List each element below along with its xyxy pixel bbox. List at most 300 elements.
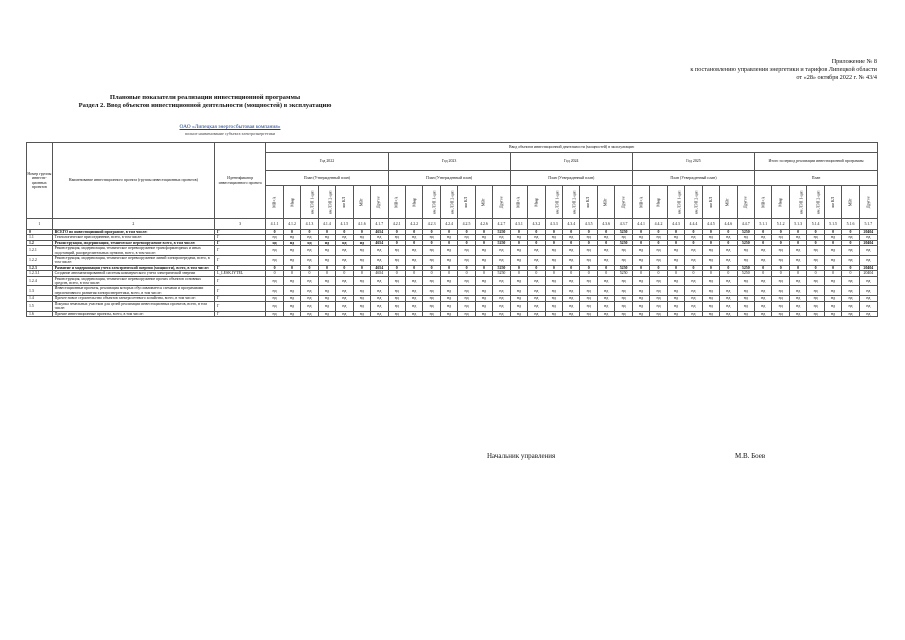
header-subcolumn-label: км ЛЭП 1-цеп — [799, 190, 804, 214]
column-number: 4.2.3 — [423, 219, 440, 230]
row-value: 5250 — [737, 265, 754, 270]
header-plan: План (Утвержденный план) — [632, 171, 754, 186]
row-value: нд — [563, 296, 580, 301]
organization-name: ОАО «Липецкая энергосбытовая компания» — [179, 124, 281, 130]
row-value: 5250 — [615, 240, 632, 245]
row-id: Г — [214, 240, 265, 245]
row-value: нд — [702, 301, 719, 311]
row-value: нд — [772, 286, 789, 296]
header-subcolumn — [632, 186, 649, 219]
header-subcolumn — [440, 186, 457, 219]
row-value: 0 — [720, 230, 737, 235]
column-number: 4.3.5 — [580, 219, 597, 230]
row-value: нд — [405, 235, 422, 240]
row-value: 0 — [283, 265, 300, 270]
row-value: нд — [283, 296, 300, 301]
row-value: нд — [667, 311, 684, 316]
row-value: нд — [702, 296, 719, 301]
row-value: нд — [510, 235, 527, 240]
row-value: нд — [440, 301, 457, 311]
header-subcolumn — [266, 186, 283, 219]
row-value: нд — [336, 311, 353, 316]
row-value: нд — [807, 286, 824, 296]
header-subcolumn — [667, 186, 684, 219]
header-subcolumn-label: км ЛЭП 1-цеп — [555, 190, 560, 214]
row-value: 0 — [458, 271, 475, 276]
row-value: нд — [371, 296, 388, 301]
row-value: 0 — [545, 230, 562, 235]
row-value: нд — [632, 246, 649, 256]
row-value: нд — [859, 301, 877, 311]
row-value: 0 — [824, 271, 841, 276]
header-subcolumn — [650, 186, 667, 219]
row-value: нд — [615, 256, 632, 266]
row-number: 1.6 — [27, 311, 53, 316]
row-value: нд — [859, 235, 877, 240]
header-subcolumn-label: МВ×А — [516, 196, 521, 208]
row-value: 5250 — [493, 271, 510, 276]
row-value: нд — [859, 246, 877, 256]
row-value: нд — [371, 246, 388, 256]
header-subcolumn — [772, 186, 789, 219]
row-value: нд — [336, 240, 353, 245]
row-value: 5250 — [493, 240, 510, 245]
row-value: нд — [807, 246, 824, 256]
row-value: нд — [336, 296, 353, 301]
row-value: нд — [405, 286, 422, 296]
header-subcolumn — [755, 186, 772, 219]
row-value: нд — [423, 296, 440, 301]
row-value: нд — [650, 286, 667, 296]
row-value: нд — [615, 235, 632, 240]
row-value: нд — [755, 286, 772, 296]
header-subcolumn-label: МВ×А — [272, 196, 277, 208]
row-value: нд — [371, 235, 388, 240]
header-subcolumn — [824, 186, 841, 219]
row-value: 0 — [755, 271, 772, 276]
row-value: 4654 — [371, 230, 388, 235]
column-number: 4.2.1 — [388, 219, 405, 230]
row-value: нд — [266, 311, 283, 316]
row-value: нд — [632, 286, 649, 296]
row-name: Технологическое присоединение, всего, в том числе: — [52, 235, 214, 240]
row-value: нд — [266, 240, 283, 245]
row-value: 0 — [405, 230, 422, 235]
row-value: 0 — [510, 265, 527, 270]
row-value: нд — [789, 301, 806, 311]
row-value: 0 — [510, 240, 527, 245]
header-subcolumn-label: Мвар — [778, 197, 783, 207]
header-subcolumn-label: Другое — [743, 196, 748, 208]
row-value: нд — [702, 235, 719, 240]
header-year: Год 2024 — [510, 153, 632, 171]
row-value: 0 — [842, 240, 859, 245]
row-value: 0 — [423, 271, 440, 276]
row-value: нд — [755, 301, 772, 311]
header-subcolumn — [615, 186, 632, 219]
row-value: нд — [388, 256, 405, 266]
table-row — [27, 246, 878, 256]
row-value: нд — [737, 311, 754, 316]
row-value: нд — [528, 296, 545, 301]
header-subcolumn — [510, 186, 527, 219]
row-value: нд — [807, 311, 824, 316]
row-value: нд — [685, 286, 702, 296]
row-value: 0 — [388, 240, 405, 245]
appendix-line-3: от «28» октября 2022 г. № 43/4 — [796, 74, 877, 81]
signature-position: Начальник управления — [487, 452, 556, 460]
column-number: 4.4.2 — [650, 219, 667, 230]
row-value: нд — [318, 286, 335, 296]
row-value: нд — [510, 246, 527, 256]
row-value: 0 — [440, 240, 457, 245]
row-value: нд — [580, 235, 597, 240]
row-value: 0 — [405, 271, 422, 276]
column-number: 4.1.6 — [353, 219, 370, 230]
row-value: нд — [283, 240, 300, 245]
header-subcolumn-label: км КЛ — [708, 196, 713, 208]
row-value: 4654 — [371, 265, 388, 270]
header-subcolumn — [702, 186, 719, 219]
row-value: нд — [667, 235, 684, 240]
row-value: нд — [685, 276, 702, 286]
row-value: нд — [283, 256, 300, 266]
appendix-line-1: Приложение № 8 — [831, 58, 877, 65]
row-value: 0 — [824, 265, 841, 270]
row-value: нд — [842, 301, 859, 311]
row-value: 0 — [772, 271, 789, 276]
row-value: нд — [597, 311, 614, 316]
row-value: 0 — [650, 240, 667, 245]
row-value: 0 — [720, 271, 737, 276]
row-value: 0 — [632, 271, 649, 276]
row-value: нд — [440, 235, 457, 240]
row-id: Г — [214, 276, 265, 286]
row-value: нд — [336, 256, 353, 266]
row-value: нд — [266, 235, 283, 240]
row-value: нд — [475, 276, 492, 286]
row-value: нд — [423, 311, 440, 316]
row-value: нд — [388, 296, 405, 301]
row-value: нд — [301, 235, 318, 240]
row-value: 0 — [423, 240, 440, 245]
row-value: нд — [597, 286, 614, 296]
row-value: нд — [755, 296, 772, 301]
row-value: нд — [388, 235, 405, 240]
row-value: нд — [510, 301, 527, 311]
column-number: 4.1.2 — [283, 219, 300, 230]
row-value: нд — [650, 276, 667, 286]
row-value: нд — [371, 256, 388, 266]
row-value: нд — [720, 256, 737, 266]
header-subcolumn — [301, 186, 318, 219]
row-value: нд — [283, 311, 300, 316]
row-value: нд — [283, 276, 300, 286]
row-value: нд — [405, 276, 422, 286]
row-value: нд — [667, 256, 684, 266]
row-value: 0 — [475, 240, 492, 245]
row-number: 1.2.4 — [27, 276, 53, 286]
row-name: Развитие и модернизация учета электрической энергии (мощности), всего, в том числе: — [52, 265, 214, 270]
row-id: Г — [214, 256, 265, 266]
row-value: 5250 — [615, 271, 632, 276]
row-value: 0 — [266, 265, 283, 270]
row-value: 0 — [685, 271, 702, 276]
column-number: 4.2.4 — [440, 219, 457, 230]
row-value: 20404 — [859, 265, 877, 270]
appendix-line-2: к постановлению управления энергетики и тарифов Липецкой области — [690, 66, 877, 73]
row-value: нд — [772, 246, 789, 256]
row-value: нд — [493, 246, 510, 256]
column-number: 4.3.2 — [528, 219, 545, 230]
row-value: 0 — [597, 271, 614, 276]
header-subcolumn — [353, 186, 370, 219]
row-value: нд — [318, 311, 335, 316]
header-year: Год 2023 — [388, 153, 510, 171]
row-value: нд — [353, 286, 370, 296]
row-value: нд — [353, 246, 370, 256]
row-value: нд — [563, 235, 580, 240]
row-value: нд — [685, 296, 702, 301]
row-value: нд — [842, 256, 859, 266]
row-value: 0 — [789, 240, 806, 245]
table-row — [27, 301, 878, 311]
row-value: нд — [772, 311, 789, 316]
row-number: 1.2.1 — [27, 246, 53, 256]
header-subcolumn — [545, 186, 562, 219]
row-value: 0 — [353, 265, 370, 270]
row-value: нд — [510, 276, 527, 286]
row-value: нд — [824, 301, 841, 311]
row-value: нд — [824, 311, 841, 316]
row-value: нд — [388, 301, 405, 311]
column-number: 4.2.7 — [493, 219, 510, 230]
table-row — [27, 311, 878, 316]
row-value: нд — [842, 276, 859, 286]
row-value: 5250 — [493, 230, 510, 235]
row-value: нд — [510, 286, 527, 296]
row-value: нд — [737, 276, 754, 286]
row-value: нд — [842, 311, 859, 316]
header-subcolumn — [842, 186, 859, 219]
row-value: нд — [301, 256, 318, 266]
row-value: 0 — [475, 230, 492, 235]
column-number: 4.3.4 — [563, 219, 580, 230]
row-name: Реконструкция, модернизация, техническое перевооружение прочих объектов основных средств, всего, в том числе: — [52, 276, 214, 286]
column-number: 4.2.5 — [458, 219, 475, 230]
row-value: нд — [353, 235, 370, 240]
row-value: нд — [475, 301, 492, 311]
row-value: нд — [388, 276, 405, 286]
row-value: нд — [301, 296, 318, 301]
row-value: нд — [720, 296, 737, 301]
header-subcolumn — [475, 186, 492, 219]
header-subcolumn-label: Другое — [621, 196, 626, 208]
row-value: 0 — [388, 230, 405, 235]
column-number: 5.1.1 — [755, 219, 772, 230]
row-value: нд — [597, 235, 614, 240]
row-value: нд — [545, 235, 562, 240]
row-value: нд — [824, 235, 841, 240]
row-value: нд — [388, 246, 405, 256]
row-value: 0 — [336, 271, 353, 276]
row-value: нд — [475, 256, 492, 266]
row-value: нд — [283, 301, 300, 311]
row-value: нд — [336, 246, 353, 256]
row-value: 0 — [336, 265, 353, 270]
row-value: 0 — [807, 265, 824, 270]
row-value: нд — [336, 276, 353, 286]
header-subcolumn — [336, 186, 353, 219]
row-value: 0 — [528, 240, 545, 245]
row-name: Реконструкция, модернизация, техническое перевооружение всего, в том числе: — [52, 240, 214, 245]
row-value: нд — [283, 286, 300, 296]
row-name: Покупка земельных участков для целей реализации инвестиционных проектов, всего, в том числе: — [52, 301, 214, 311]
column-number: 5.1.5 — [824, 219, 841, 230]
header-subcolumn-label: км КЛ — [830, 196, 835, 208]
row-value: нд — [563, 311, 580, 316]
investment-table — [26, 142, 878, 317]
row-value: нд — [475, 235, 492, 240]
row-value: 0 — [597, 265, 614, 270]
row-value: нд — [807, 276, 824, 286]
row-value: нд — [824, 296, 841, 301]
column-number: 5.1.3 — [789, 219, 806, 230]
row-value: 0 — [545, 271, 562, 276]
row-value: нд — [493, 296, 510, 301]
row-value: нд — [580, 296, 597, 301]
row-value: нд — [353, 240, 370, 245]
row-value: нд — [318, 276, 335, 286]
header-subcolumn-label: Мвар — [411, 197, 416, 207]
header-plan: План — [755, 171, 878, 186]
row-value: 0 — [301, 265, 318, 270]
row-value: нд — [737, 256, 754, 266]
header-subcolumn-label: Другое — [499, 196, 504, 208]
row-value: нд — [650, 256, 667, 266]
header-subcolumn-label: МВт — [848, 198, 853, 206]
row-value: 0 — [353, 230, 370, 235]
row-value: нд — [650, 301, 667, 311]
row-value: нд — [755, 246, 772, 256]
column-number: 4.1.5 — [336, 219, 353, 230]
header-subcolumn-label: км ЛЭП 2-цеп — [572, 190, 577, 214]
row-value: 0 — [772, 240, 789, 245]
row-value: нд — [597, 276, 614, 286]
row-value: нд — [528, 256, 545, 266]
row-id: Г — [214, 286, 265, 296]
row-value: 20404 — [859, 240, 877, 245]
header-subcolumn — [859, 186, 877, 219]
row-value: нд — [702, 256, 719, 266]
row-value: нд — [859, 286, 877, 296]
row-value: нд — [458, 311, 475, 316]
row-value: нд — [440, 286, 457, 296]
row-value: нд — [423, 235, 440, 240]
row-value: 0 — [685, 265, 702, 270]
row-value: нд — [440, 256, 457, 266]
row-value: 20404 — [859, 230, 877, 235]
header-subcolumn — [458, 186, 475, 219]
row-value: 0 — [440, 271, 457, 276]
column-number: 4.3.7 — [615, 219, 632, 230]
column-number: 5.1.6 — [842, 219, 859, 230]
row-value: нд — [667, 286, 684, 296]
row-value: 0 — [318, 265, 335, 270]
row-value: нд — [266, 296, 283, 301]
row-value: 0 — [283, 230, 300, 235]
row-id: L_LESK.IYTEL — [214, 271, 265, 276]
row-value: нд — [336, 301, 353, 311]
row-value: 0 — [405, 265, 422, 270]
header-subcolumn-label: км ЛЭП 2-цеп — [694, 190, 699, 214]
row-value: нд — [772, 296, 789, 301]
row-value: нд — [545, 276, 562, 286]
row-name: Реконструкция, модернизация, техническое перевооружение линий электропередачи, всего, в том числе: — [52, 256, 214, 266]
row-value: 0 — [545, 265, 562, 270]
row-value: нд — [353, 301, 370, 311]
row-value: нд — [318, 301, 335, 311]
row-value: нд — [720, 246, 737, 256]
row-value: 0 — [510, 230, 527, 235]
row-name: Инвестиционные проекты, реализация которых обуславливается схемами и программами перспективного развития электроэнергетики, всего, в том числе: — [52, 286, 214, 296]
row-value: нд — [475, 296, 492, 301]
row-value: нд — [824, 256, 841, 266]
row-value: 4654 — [371, 271, 388, 276]
row-value: нд — [667, 246, 684, 256]
header-subcolumn — [789, 186, 806, 219]
row-number: 1.2.3 — [27, 265, 53, 270]
row-value: нд — [545, 286, 562, 296]
row-value: нд — [807, 296, 824, 301]
row-value: нд — [301, 301, 318, 311]
header-subcolumn-label: МВ×А — [761, 196, 766, 208]
row-value: 0 — [685, 240, 702, 245]
column-number: 4.4.5 — [702, 219, 719, 230]
row-value: нд — [789, 311, 806, 316]
header-subcolumn — [807, 186, 824, 219]
row-value: нд — [859, 276, 877, 286]
row-value: нд — [615, 276, 632, 286]
column-number: 4.3.1 — [510, 219, 527, 230]
row-value: нд — [301, 286, 318, 296]
row-value: 0 — [597, 230, 614, 235]
row-value: 5250 — [493, 265, 510, 270]
column-number: 4.1.7 — [371, 219, 388, 230]
row-value: нд — [615, 286, 632, 296]
row-value: 0 — [685, 230, 702, 235]
row-value: 0 — [388, 271, 405, 276]
row-value: нд — [667, 301, 684, 311]
row-value: 0 — [301, 271, 318, 276]
row-value: нд — [493, 286, 510, 296]
row-value: нд — [475, 286, 492, 296]
row-value: 0 — [667, 265, 684, 270]
row-value: нд — [336, 286, 353, 296]
row-value: нд — [789, 286, 806, 296]
row-value: нд — [545, 246, 562, 256]
row-value: 0 — [266, 230, 283, 235]
row-value: нд — [650, 235, 667, 240]
row-value: нд — [842, 296, 859, 301]
row-value: 0 — [423, 230, 440, 235]
row-value: нд — [458, 286, 475, 296]
row-value: нд — [737, 286, 754, 296]
row-value: нд — [371, 276, 388, 286]
header-subcolumn-label: Другое — [866, 196, 871, 208]
row-value: нд — [667, 276, 684, 286]
row-value: нд — [685, 311, 702, 316]
